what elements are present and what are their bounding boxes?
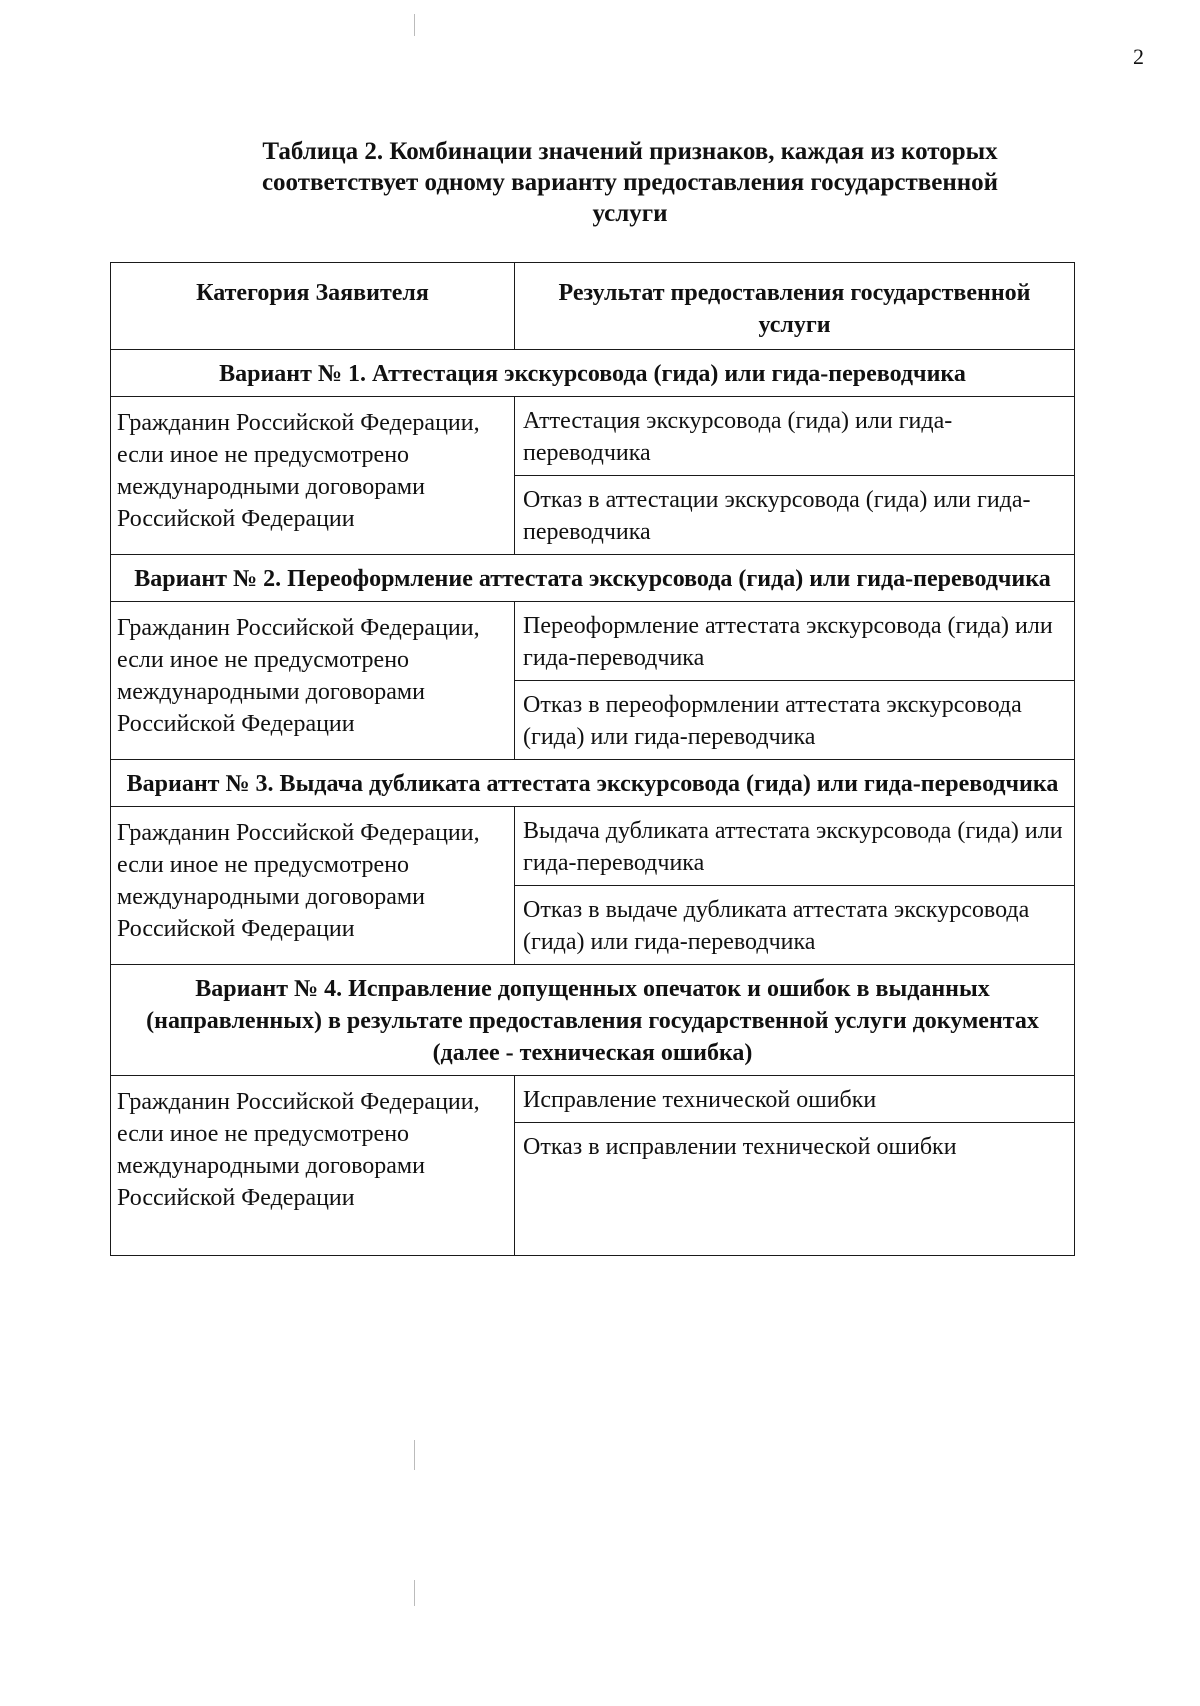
page-number: 2: [1133, 44, 1144, 69]
variant-1-result-1: Аттестация экскурсовода (гида) или гида-переводчика: [515, 397, 1075, 476]
variant-row: [111, 555, 1075, 602]
table-title: [190, 136, 1070, 229]
variant-3-result-1: Выдача дубликата аттестата экскурсовода (гида) или гида-переводчика: [515, 807, 1075, 886]
variant-1-category: Гражданин Российской Федерации, если иное не предусмотрено международными договорами Российской Федерации: [111, 397, 515, 555]
header-result: Результат предоставления государственной услуги: [515, 263, 1075, 350]
table-header-row: [111, 263, 1075, 350]
variant-4-result-2: Отказ в исправлении технической ошибки: [515, 1123, 1075, 1256]
table-title-line: Таблица 2. Комбинации значений признаков, каждая из которых: [262, 138, 998, 165]
variant-3-result-2: Отказ в выдаче дубликата аттестата экскурсовода (гида) или гида-переводчика: [515, 886, 1075, 965]
table-row: [111, 1076, 1075, 1123]
variant-1-result-2: Отказ в аттестации экскурсовода (гида) или гида-переводчика: [515, 476, 1075, 555]
variant-2-title: Вариант № 2. Переоформление аттестата экскурсовода (гида) или гида-переводчика: [111, 555, 1075, 602]
variant-4-result-1: Исправление технической ошибки: [515, 1076, 1075, 1123]
table-row: [111, 602, 1075, 681]
variant-2-category: Гражданин Российской Федерации, если иное не предусмотрено международными договорами Российской Федерации: [111, 602, 515, 760]
variant-2-result-2: Отказ в переоформлении аттестата экскурсовода (гида) или гида-переводчика: [515, 681, 1075, 760]
variant-4-category: Гражданин Российской Федерации, если иное не предусмотрено международными договорами Российской Федерации: [111, 1076, 515, 1256]
variant-4-title: Вариант № 4. Исправление допущенных опечаток и ошибок в выданных (направленных) в результате предоставления государственной услуги документах (далее - техническая ошибка): [111, 965, 1075, 1076]
variants-table: [110, 262, 1075, 1256]
scan-speck: [414, 1440, 415, 1470]
table-row: [111, 397, 1075, 476]
scan-speck: [414, 14, 415, 36]
variant-2-result-1: Переоформление аттестата экскурсовода (гида) или гида-переводчика: [515, 602, 1075, 681]
variant-row: [111, 760, 1075, 807]
variant-3-category: Гражданин Российской Федерации, если иное не предусмотрено международными договорами Российской Федерации: [111, 807, 515, 965]
table-row: [111, 807, 1075, 886]
header-category: Категория Заявителя: [111, 263, 515, 350]
table-title-line: услуги: [592, 200, 668, 227]
variant-3-title: Вариант № 3. Выдача дубликата аттестата экскурсовода (гида) или гида-переводчика: [111, 760, 1075, 807]
variant-1-title: Вариант № 1. Аттестация экскурсовода (гида) или гида-переводчика: [111, 350, 1075, 397]
scan-speck: [414, 1580, 415, 1606]
table-title-line: соответствует одному варианту предоставления государственной: [261, 169, 999, 196]
variant-row: [111, 350, 1075, 397]
variant-row: [111, 965, 1075, 1076]
